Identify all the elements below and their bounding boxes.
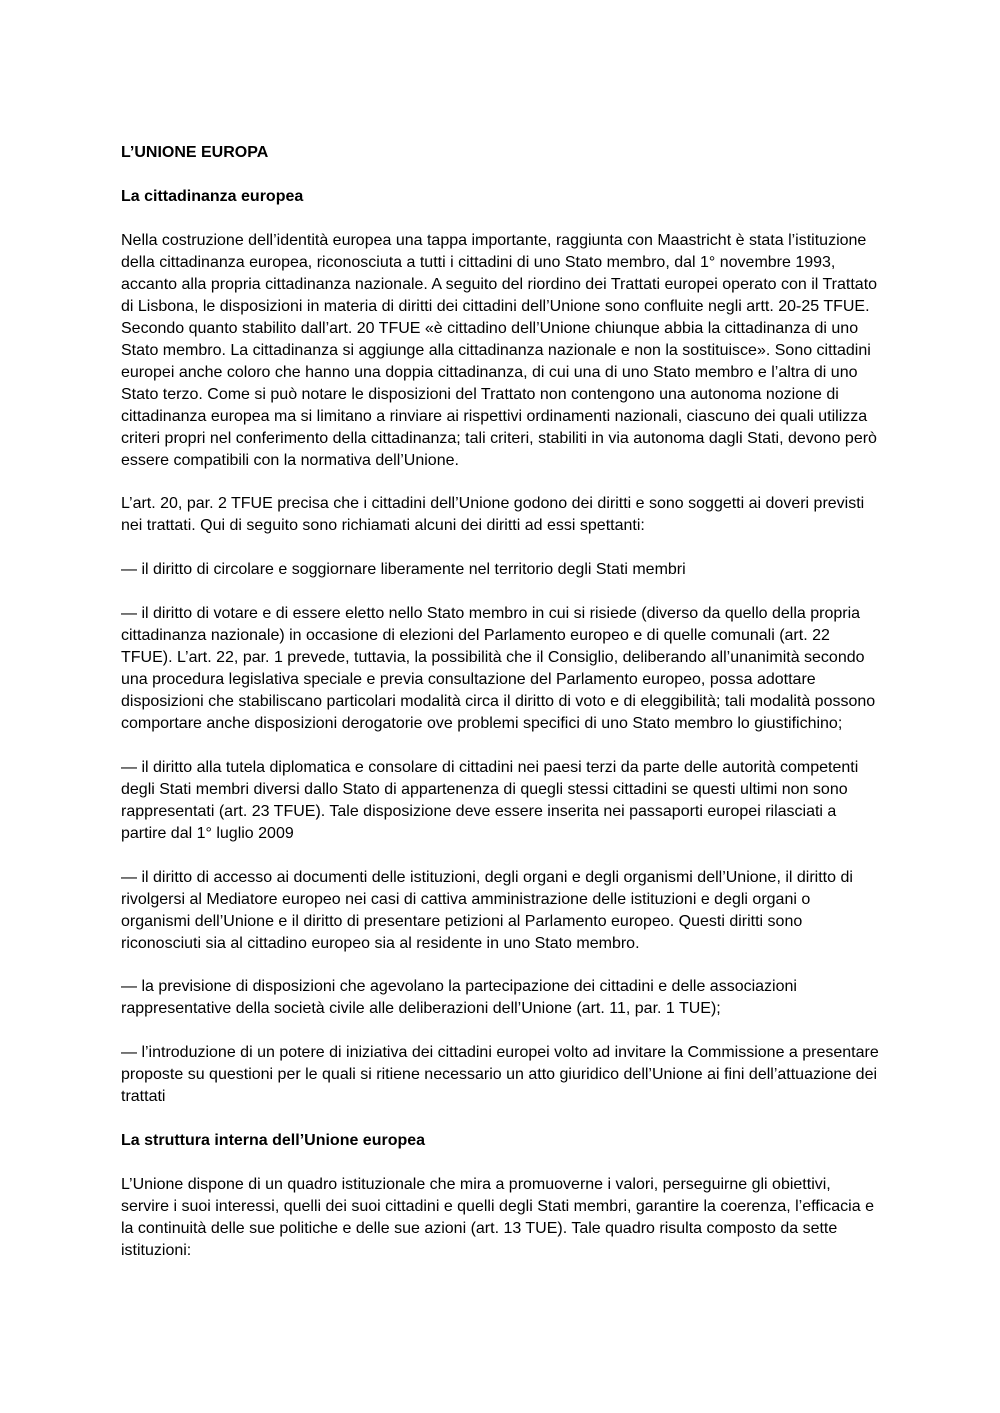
list-item-votare: — il diritto di votare e di essere eletto nello Stato membro in cui si risiede (diverso da quello della propria cittadinanza nazionale) in occasione di elezioni del Parlamento europeo e di quelle comunali (art. 22 TFUE). L’art. 22, par. 1 prevede, tuttavia, la possibilità che il Consiglio, deliberando all’unanimità secondo una procedura legislativa speciale e previa consultazione del Parlamento europeo, possa adottare disposizioni che stabiliscano particolari modalità circa il diritto di voto e di eleggibilità; tali modalità possono comportare anche disposizioni derogatorie ove problemi specifici di uno Stato membro lo giustifichino; [121, 604, 876, 732]
paragraph-intro: Nella costruzione dell’identità europea una tappa importante, raggiunta con Maastricht è stata l’istituzione della cittadinanza europea, riconosciuta a tutti i cittadini di uno Stato membro, dal 1° novembre 1993, accanto alla propria cittadinanza nazionale. A seguito del riordino dei Trattati europei operato con il Trattato di Lisbona, le disposizioni in materia di diritti dei cittadini dell’Unione sono confluite negli artt. 20-25 TFUE. Secondo quanto stabilito dall’art. 20 TFUE «è cittadino dell’Unione chiunque abbia la cittadinanza di uno Stato membro. La cittadinanza si aggiunge alla cittadinanza nazionale e non la sostituisce». Sono cittadini europei anche coloro che hanno una doppia cittadinanza, di cui una di uno Stato membro e l’altra di uno Stato terzo. Come si può notare le disposizioni del Trattato non contengono una autonoma nozione di cittadinanza europea ma si limitano a rinviare ai rispettivi ordinamenti nazionali, ciascuno dei quali utilizza criteri propri nel conferimento della cittadinanza; tali criteri, stabiliti in via autonoma dagli Stati, devono però essere compatibili con la normativa dell’Unione. [121, 231, 878, 469]
document-page [121, 142, 883, 1284]
list-item-accesso: — il diritto di accesso ai documenti delle istituzioni, degli organi e degli organismi dell’Unione, il diritto di rivolgersi al Mediatore europeo nei casi di cattiva amministrazione delle istituzioni e degli organi o organismi dell’Unione e il diritto di presentare petizioni al Parlamento europeo. Questi diritti sono riconosciuti sia al cittadino europeo sia al residente in uno Stato membro. [121, 868, 853, 952]
section-heading-struttura: La struttura interna dell’Unione europea [121, 1131, 426, 1149]
paragraph-quadro-istituzionale: L’Unione dispone di un quadro istituzionale che mira a promuoverne i valori, perseguirne gli obiettivi, servire i suoi interessi, quelli dei suoi cittadini e quelli degli Stati membri, garantire la coerenza, l’efficacia e la continuità delle sue politiche e delle sue azioni (art. 13 TUE). Tale quadro risulta composto da sette istituzioni: [121, 1175, 874, 1259]
list-item-tutela: — il diritto alla tutela diplomatica e consolare di cittadini nei paesi terzi da parte delle autorità competenti degli Stati membri diversi dallo Stato di appartenenza di quegli stessi cittadini se questi ultimi non sono rappresentati (art. 23 TFUE). Tale disposizione deve essere inserita nei passaporti europei rilasciati a partire dal 1° luglio 2009 [121, 758, 859, 842]
list-item-circolare: — il diritto di circolare e soggiornare liberamente nel territorio degli Stati membri [121, 561, 686, 579]
paragraph-art20: L’art. 20, par. 2 TFUE precisa che i cittadini dell’Unione godono dei diritti e sono soggetti ai doveri previsti nei trattati. Qui di seguito sono richiamati alcuni dei diritti ad essi spettanti: [121, 495, 865, 535]
document-title: L’UNIONE EUROPA [121, 144, 269, 161]
section-heading-cittadinanza: La cittadinanza europea [121, 187, 304, 205]
list-item-iniziativa: — l’introduzione di un potere di iniziativa dei cittadini europei volto ad invitare la Commissione a presentare proposte su questioni per le quali si ritiene necessario un atto giuridico dell’Unione ai fini dell’attuazione dei trattati [121, 1044, 879, 1106]
list-item-partecipazione: — la previsione di disposizioni che agevolano la partecipazione dei cittadini e delle associazioni rappresentative della società civile alle deliberazioni dell’Unione (art. 11, par. 1 TUE); [121, 978, 797, 1018]
